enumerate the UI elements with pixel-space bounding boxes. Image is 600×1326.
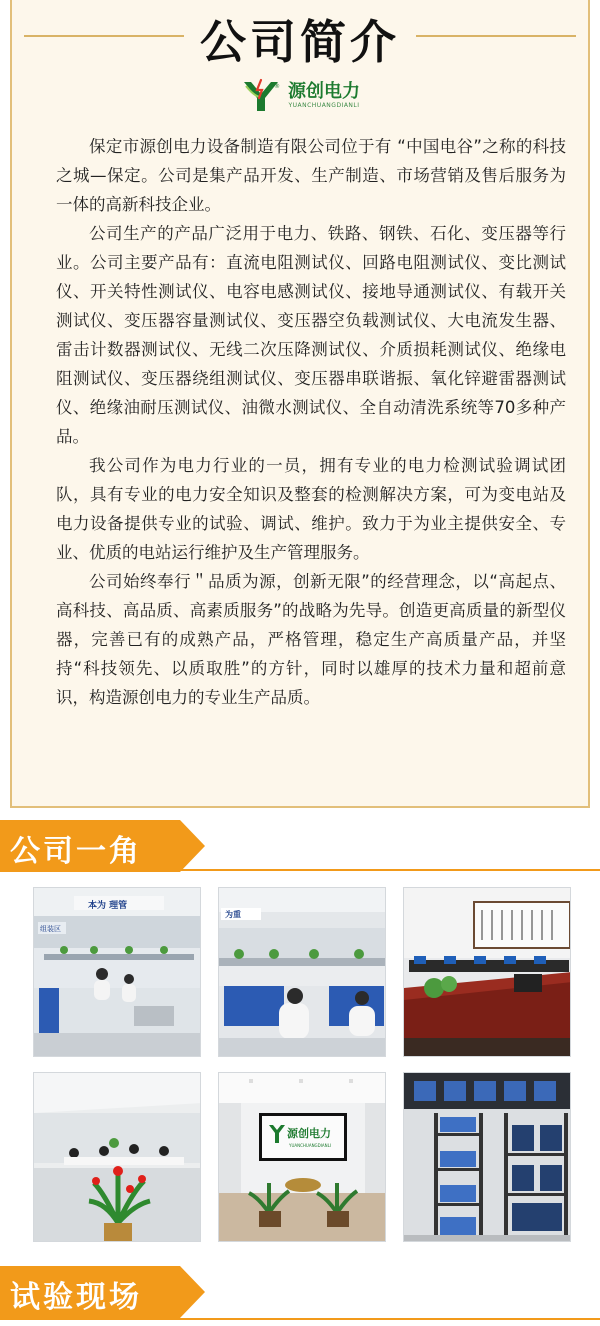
company-intro-card [10,0,590,808]
photo-meeting-room [403,887,571,1057]
photo-workbenches [218,887,386,1057]
photo-assembly-workshop [33,887,201,1057]
intro-paragraph-services: 我公司作为电力行业的一员，拥有专业的电力检测试验调试团队，具有专业的电力安全知识及整套的检测解决方案，可为变电站及电力设备提供专业的试验、调试、维护。致力于为业主提供安全、专业、优质的电站运行维护及生产管理服务。 [56,456,566,562]
corner-section-title: 公司一角 [10,834,142,869]
photo-sign-text: 本为 理管 [88,901,128,911]
logo-words [288,82,360,110]
field-section-banner [0,1266,210,1318]
intro-paragraph-location: 保定市源创电力设备制造有限公司位于有 “中国电谷”之称的科技之城—保定。公司是集产品开发、生产制造、市场营销及售后服务为一体的高新科技企业。 [56,137,566,214]
photo-zone-text: 组装区 [40,925,61,933]
logo-y-mark-icon [240,78,282,114]
intro-title-row [12,0,588,70]
intro-paragraphs [56,132,566,712]
logo-company-name: 源创电力 [288,81,360,102]
photo-warehouse-shelves [403,1072,571,1242]
photo-logo-text: 源创电力 [287,1127,331,1140]
field-section-title: 试验现场 [10,1280,142,1315]
intro-title: 公司简介 [200,15,400,69]
company-logo [12,76,588,116]
intro-paragraph-philosophy: 公司始终奉行＂品质为源，创新无限”的经营理念，以“高起点、高科技、高品质、高素质服务”的战略为先导。创造更高质量的新型仪器，完善已有的成熟产品，严格管理，稳定生产高质量产品，并坚持“科技领先、以质取胜”的方针，同时以雄厚的技术力量和超前意识，构造源创电力的专业生产品质。 [56,572,566,707]
photo-logo-pinyin: YUANCHUANGDIANLI [289,1143,332,1148]
registered-mark: ® [274,83,280,90]
photo-office-plant [33,1072,201,1242]
corner-section-banner [0,820,210,872]
field-banner-underline [0,1318,600,1320]
logo-pinyin: YUANCHUANGDIANLI [288,102,360,109]
photo-lobby-logo-screen [218,1072,386,1242]
photo-sign-text: 为重 [225,910,241,919]
intro-paragraph-products: 公司生产的产品广泛用于电力、铁路、钢铁、石化、变压器等行业。公司主要产品有：直流电阻测试仪、回路电阻测试仪、变比测试仪、开关特性测试仪、电容电感测试仪、接地导通测试仪、有载开关测试仪、变压器容量测试仪、变压器空负载测试仪、大电流发生器、雷击计数器测试仪、无线二次压降测试仪、介质损耗测试仪、绝缘电阻测试仪、变压器绕组测试仪、变压器串联谐振、氧化锌避雷器测试仪、绝缘油耐压测试仪、油微水测试仪、全自动清洗系统等70多种产品。 [56,224,566,446]
